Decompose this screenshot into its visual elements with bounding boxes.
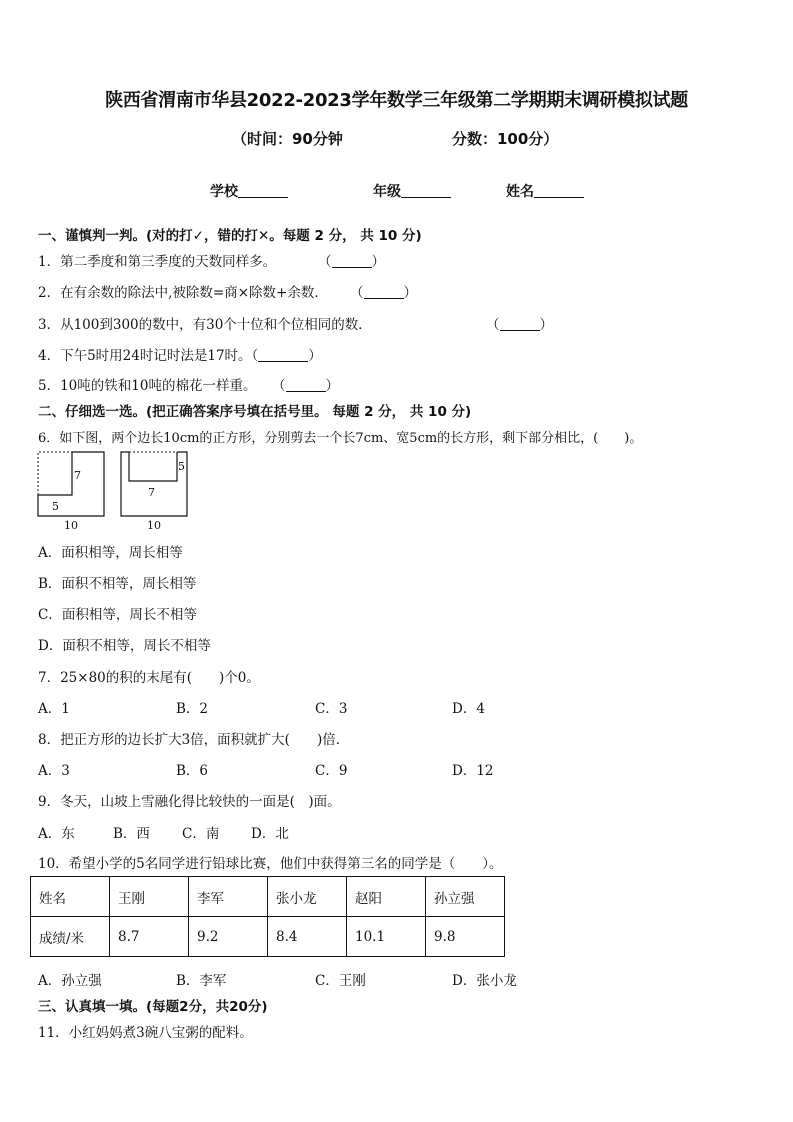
page-title: 陕西省渭南市华县2022-2023学年数学三年级第二学期期末调研模拟试题: [105, 90, 688, 111]
q9-option-d: D．北: [251, 826, 289, 842]
q6-figures: [34, 448, 204, 534]
table-cell: 李军: [189, 877, 268, 917]
fig1-label-7: 7: [74, 469, 81, 482]
fig2-label-7: 7: [148, 486, 155, 499]
question-6: 6．如下图，两个边长10cm的正方形，分别剪去一个长7cm、宽5cm的长方形，剩下部分相比，( )。: [38, 431, 643, 446]
question-8: 8．把正方形的边长扩大3倍，面积就扩大( )倍．: [38, 732, 350, 748]
q9-option-c: C．南: [182, 826, 220, 842]
q10-option-d: D．张小龙: [452, 973, 517, 989]
question-3: 3．从100到300的数中，有30个十位和个位相同的数．: [38, 317, 372, 333]
fig1-label-10: 10: [64, 519, 78, 532]
table-cell: 9.8: [426, 917, 505, 957]
question-2: 2．在有余数的除法中,被除数=商×除数+余数．: [38, 285, 328, 301]
table-cell: 8.7: [110, 917, 189, 957]
question-9: 9．冬天，山坡上雪融化得比较快的一面是( )面。: [38, 794, 341, 810]
name-blank: [534, 183, 584, 198]
fig1-label-5: 5: [52, 500, 59, 513]
q6-option-d: D．面积不相等，周长不相等: [38, 638, 211, 654]
question-4: 4．下午5时用24时记时法是17时。（ ）: [38, 348, 322, 364]
score-table: [30, 876, 505, 957]
school-label: 学校: [210, 184, 238, 200]
table-row: [31, 917, 505, 957]
answer-blank-2: （ ）: [350, 285, 417, 301]
q6-option-b: B．面积不相等，周长相等: [38, 576, 197, 592]
fig2-label-10: 10: [147, 519, 161, 532]
question-1: 1．第二季度和第三季度的天数同样多。: [38, 254, 277, 270]
section1-heading: 一、谨慎判一判。(对的打✓，错的打✕。每题 2 分， 共 10 分): [38, 228, 422, 244]
answer-blank-5: （ ）: [272, 378, 339, 394]
q8-option-a: A．3: [38, 763, 70, 779]
table-cell: 9.2: [189, 917, 268, 957]
table-cell: 赵阳: [347, 877, 426, 917]
question-5: 5．10吨的铁和10吨的棉花一样重。: [38, 378, 257, 394]
table-cell: 孙立强: [426, 877, 505, 917]
exam-score: 分数：100分）: [452, 130, 559, 148]
section2-heading: 二、仔细选一选。(把正确答案序号填在括号里。 每题 2 分， 共 10 分): [38, 404, 472, 420]
q6-option-c: C．面积相等，周长不相等: [38, 607, 197, 623]
q6-option-a: A．面积相等，周长相等: [38, 545, 183, 561]
q8-option-b: B．6: [176, 763, 209, 779]
q9-option-b: B．西: [113, 826, 150, 842]
question-11: 11．小红妈妈煮3碗八宝粥的配料。: [38, 1025, 253, 1041]
table-row: [31, 877, 505, 917]
table-cell: 王刚: [110, 877, 189, 917]
grade-label: 年级: [373, 184, 401, 200]
section3-heading: 三、认真填一填。(每题2分，共20分): [38, 999, 268, 1015]
answer-blank-1: （ ）: [318, 254, 385, 270]
q6-figure-2: [121, 452, 187, 532]
table-cell: 成绩/米: [31, 917, 110, 957]
q10-option-c: C．王刚: [315, 973, 366, 989]
q10-option-a: A．孙立强: [38, 973, 102, 989]
table-cell: 8.4: [268, 917, 347, 957]
q10-option-b: B．李军: [176, 973, 227, 989]
question-10: 10．希望小学的5名同学进行铅球比赛，他们中获得第三名的同学是（ ）。: [38, 856, 503, 872]
table-cell: 10.1: [347, 917, 426, 957]
grade-blank: [401, 183, 451, 198]
fig2-label-5: 5: [178, 460, 185, 473]
q8-option-d: D．12: [452, 763, 494, 779]
q6-figure-1: [38, 452, 104, 532]
table-cell: 张小龙: [268, 877, 347, 917]
name-label: 姓名: [506, 184, 534, 200]
table-cell: 姓名: [31, 877, 110, 917]
answer-blank-3: （ ）: [486, 317, 553, 333]
question-7: 7．25×80的积的末尾有( )个0。: [38, 670, 260, 686]
q7-option-a: A．1: [38, 701, 70, 717]
q7-option-c: C．3: [315, 701, 348, 717]
q7-option-d: D．4: [452, 701, 485, 717]
q7-option-b: B．2: [176, 701, 209, 717]
school-blank: [238, 183, 288, 198]
q8-option-c: C．9: [315, 763, 348, 779]
school-field: [210, 181, 288, 201]
grade-field: [373, 181, 451, 201]
q9-option-a: A．东: [38, 826, 75, 842]
exam-time: （时间：90分钟: [232, 130, 343, 148]
name-field: [506, 181, 584, 201]
